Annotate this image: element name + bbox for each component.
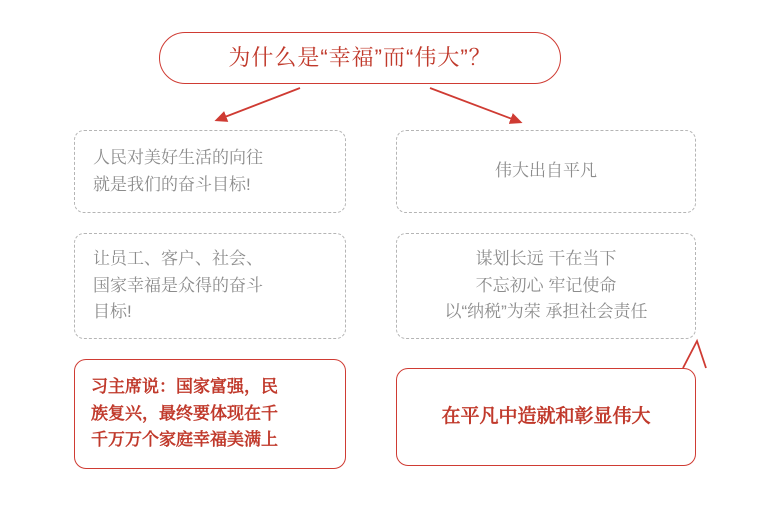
right-node-3-text	[397, 402, 695, 431]
text-line: 人民对美好生活的向往	[93, 148, 263, 168]
text-line: 千万万个家庭幸福美满上	[91, 430, 278, 450]
text-line: 国家幸福是众得的奋斗	[93, 275, 263, 295]
left-node-1-text	[93, 145, 327, 198]
left-node-2	[74, 233, 346, 339]
text-line: 不忘初心 牢记使命	[475, 275, 617, 295]
callout-notch	[683, 341, 706, 368]
text-line: 让员工、客户、社会、	[93, 249, 263, 269]
left-node-1	[74, 130, 346, 213]
text-line: 习主席说：国家富强，民	[91, 377, 278, 397]
arrow-to-left-branch	[217, 88, 300, 120]
text-line: 在平凡中造就和彰显伟大	[441, 406, 651, 428]
right-node-1-text	[397, 158, 695, 184]
left-node-2-text	[93, 246, 327, 325]
left-node-3	[74, 359, 346, 469]
text-line: 就是我们的奋斗目标!	[93, 174, 251, 194]
text-line: 族复兴，最终要体现在千	[91, 403, 278, 423]
text-line: 谋划长远 干在当下	[475, 249, 617, 269]
right-node-1	[396, 130, 696, 213]
text-line: 伟大出自平凡	[495, 161, 597, 181]
text-line: 以“纳税”为荣 承担社会责任	[444, 302, 648, 322]
arrow-to-right-branch	[430, 88, 520, 122]
right-node-2	[396, 233, 696, 339]
text-line: 目标!	[93, 302, 132, 322]
right-node-3	[396, 368, 696, 466]
left-node-3-text	[91, 374, 329, 453]
title-node	[159, 32, 561, 84]
right-node-2-text	[397, 246, 695, 325]
title-text: 为什么是“幸福”而“伟大”？	[228, 44, 492, 70]
